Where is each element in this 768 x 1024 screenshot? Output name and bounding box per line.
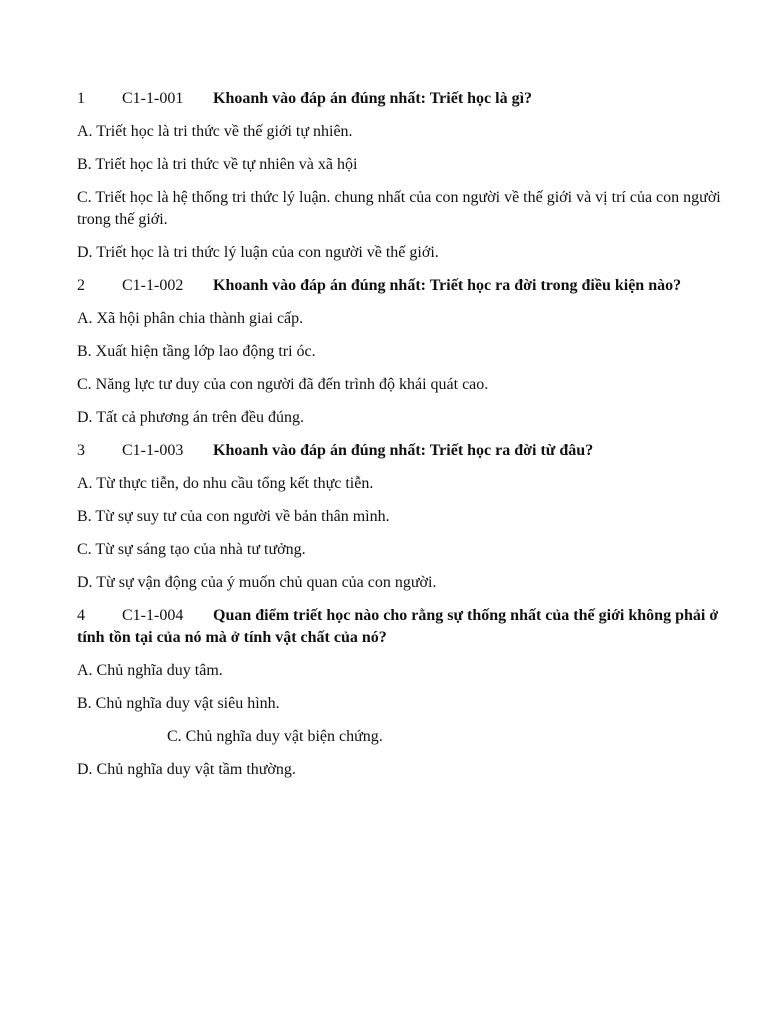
option-d: D. Từ sự vận động của ý muốn chủ quan của con người.: [77, 574, 437, 591]
question-code: C1-1-003: [122, 442, 184, 459]
question-number: 4: [77, 607, 85, 624]
option-b: B. Chủ nghĩa duy vật siêu hình.: [77, 695, 280, 712]
question-code: C1-1-004: [122, 607, 184, 624]
question-code: C1-1-001: [122, 90, 184, 107]
option-a: A. Triết học là tri thức về thế giới tự nhiên.: [77, 123, 353, 140]
question-heading: [77, 88, 741, 110]
question-1: [77, 88, 741, 264]
option-a: A. Từ thực tiễn, do nhu cầu tổng kết thực tiễn.: [77, 475, 374, 492]
question-text: Khoanh vào đáp án đúng nhất: Triết học ra đời trong điều kiện nào?: [213, 277, 682, 294]
option-d: D. Tất cả phương án trên đều đúng.: [77, 409, 304, 426]
option-b: B. Xuất hiện tầng lớp lao động tri óc.: [77, 343, 316, 360]
document-page: [77, 88, 741, 792]
option-d: D. Chủ nghĩa duy vật tầm thường.: [77, 761, 296, 778]
question-3: [77, 440, 741, 594]
question-text: Quan điểm triết học nào cho rằng sự thống nhất của thế giới không phải ở tính tồn tại của nó mà ở tính vật chất của nó?: [77, 607, 719, 646]
question-code: C1-1-002: [122, 277, 184, 294]
option-c: C. Chủ nghĩa duy vật biện chứng.: [167, 728, 383, 745]
option-a: A. Xã hội phân chia thành giai cấp.: [77, 310, 304, 327]
question-heading: [77, 440, 741, 462]
question-text: Khoanh vào đáp án đúng nhất: Triết học là gì?: [213, 90, 533, 107]
question-heading: [77, 605, 741, 649]
question-text: Khoanh vào đáp án đúng nhất: Triết học ra đời từ đâu?: [213, 442, 594, 459]
question-4: [77, 605, 741, 781]
option-a: A. Chủ nghĩa duy tâm.: [77, 662, 223, 679]
option-c: C. Triết học là hệ thống tri thức lý luận. chung nhất của con người về thế giới và vị trí của con người trong thế giới.: [77, 189, 721, 228]
option-b: B. Từ sự suy tư của con người về bản thân mình.: [77, 508, 390, 525]
question-heading: [77, 275, 741, 297]
question-2: [77, 275, 741, 429]
option-c: C. Năng lực tư duy của con người đã đến trình độ khái quát cao.: [77, 376, 489, 393]
option-b: B. Triết học là tri thức về tự nhiên và xã hội: [77, 156, 358, 173]
question-number: 1: [77, 90, 85, 107]
option-d: D. Triết học là tri thức lý luận của con người về thế giới.: [77, 244, 439, 261]
question-number: 2: [77, 277, 85, 294]
question-number: 3: [77, 442, 85, 459]
option-c: C. Từ sự sáng tạo của nhà tư tưởng.: [77, 541, 306, 558]
